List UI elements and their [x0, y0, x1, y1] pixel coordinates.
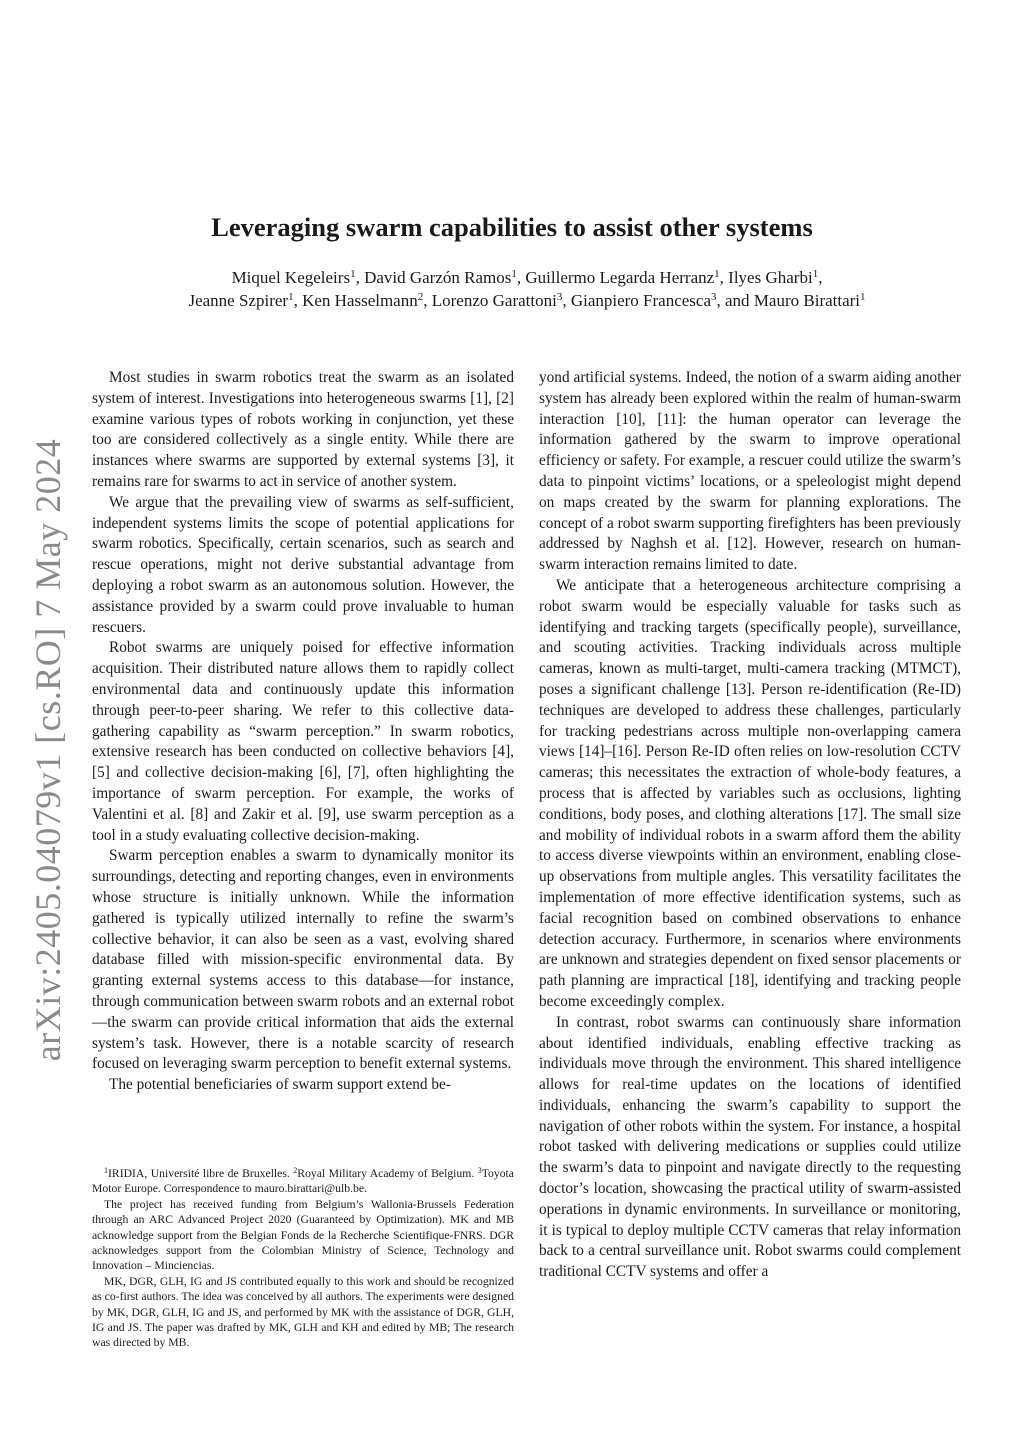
author-affiliation: 3: [556, 291, 563, 303]
footnote-text: Toyota Motor Europe. Correspondence to mauro.birattari@ulb.be.: [92, 1167, 514, 1196]
paragraph: Robot swarms are uniquely poised for effective information acquisition. Their distributed nature allows them to rapidly collect environmental data and continuously update this information through peer-to-peer sharing. We refer to this collective data-gathering capability as “swarm perception.” In swarm robotics, extensive research has been conducted on collective behaviors [4], [5] and collective decision-making [6], [7], often highlighting the importance of swarm perception. For example, the works of Valentini et al. [8] and Zakir et al. [9], use swarm perception as a tool in a study evaluating collective decision-making.: [92, 639, 514, 844]
left-column: [92, 368, 514, 1096]
author-affiliation: 1: [511, 268, 517, 280]
footnotes: [92, 1166, 514, 1351]
author-name: Ken Hasselmann: [302, 291, 418, 310]
paragraph: In contrast, robot swarms can continuously share information about identified individuals, enabling effective tracking as individuals move through the environment. This shared intelligence allows for real-time updates on the locations of identified individuals, enhancing the swarm’s capability to support the navigation of other robots within the system. For instance, a hospital robot tasked with delivering medications or supplies could utilize the swarm’s data to pinpoint and navigate directly to the requesting doctor’s location, showcasing the practical utility of swarm-assisted operations in dynamic environments. In surveillance or monitoring, it is typical to deploy multiple CCTV cameras that relay information back to a central surveillance unit. Robot swarms could complement traditional CCTV systems and offer a: [539, 1013, 961, 1281]
footnote-text: IRIDIA, Université libre de Bruxelles.: [108, 1167, 294, 1180]
footnote-funding: The project has received funding from Belgium’s Wallonia-Brussels Federation through an ARC Advanced Project 2020 (Guaranteed by Optimization). MK and MB acknowledge support from the Belgian Fonds de la Recherche Scientifique-FNRS. DGR acknowledges support from the Colombian Ministry of Science, Technology and Innovation – Minciencias.: [92, 1197, 514, 1273]
paper-title: Leveraging swarm capabilities to assist other systems: [211, 212, 813, 242]
paragraph: Swarm perception enables a swarm to dynamically monitor its surroundings, detecting and reporting changes, even in environments whose structure is initially unknown. While the information gathered is typically utilized internally to refine the swarm’s collective behavior, it can also be seen as a vast, evolving shared database filled with mission-specific environmental data. By granting external systems access to this database—for instance, through communication between swarm robots and an external robot—the swarm can provide critical information that aids the external system’s task. However, there is a notable scarcity of research focused on leveraging swarm perception to benefit external systems.: [92, 847, 514, 1073]
author-separator: ,: [562, 291, 571, 310]
right-column: [539, 368, 961, 1283]
author-name: Ilyes Gharbi: [728, 268, 813, 287]
footnote-sup: 2: [293, 1166, 298, 1175]
author-separator: ,: [516, 268, 526, 287]
author-name: Jeanne Szpirer: [188, 291, 289, 310]
author-name: Miquel Kegeleirs: [231, 268, 351, 287]
author-affiliation: 1: [860, 291, 866, 303]
paragraph: The potential beneficiaries of swarm support extend be-: [109, 1076, 451, 1094]
paragraph: yond artificial systems. Indeed, the notion of a swarm aiding another system has already been explored within the realm of human-swarm interaction [10], [11]: the human operator can leverage the information gathered by the swarm to improve operational efficiency or safety. For example, a rescuer could utilize the swarm’s data to pinpoint victims’ locations, or a speleologist might depend on maps created by the swarm for planning explorations. The concept of a robot swarm supporting firefighters has been previously addressed by Naghsh et al. [12]. However, research on human-swarm interaction remains limited to date.: [539, 369, 961, 574]
paragraph: Most studies in swarm robotics treat the swarm as an isolated system of interest. Investigations into heterogeneous swarms [1], [2] examine various types of robots working in conjunction, yet these too are considered collectively as a single entity. While there are instances where swarms are supported by external systems [3], it remains rare for swarms to act in service of another system.: [92, 369, 514, 490]
author-name: Mauro Birattari: [753, 291, 861, 310]
footnote-affiliations: [92, 1166, 514, 1197]
author-separator: ,: [293, 291, 303, 310]
footnote-contributions: MK, DGR, GLH, IG and JS contributed equally to this work and should be recognized as co-first authors. The idea was conceived by all authors. The experiments were designed by MK, DGR, GLH, IG and JS, and performed by MK with the assistance of DGR, GLH, IG and JS. The paper was drafted by MK, GLH and KH and edited by MB; The research was directed by MB.: [92, 1274, 514, 1350]
author-name: David Garzón Ramos: [364, 268, 512, 287]
author-separator: ,: [423, 291, 432, 310]
author-affiliation: 1: [350, 268, 356, 280]
author-separator: ,: [719, 268, 729, 287]
author-line-2: [90, 289, 964, 312]
footnote-text: Royal Military Academy of Belgium.: [297, 1167, 478, 1180]
author-affiliation: 1: [812, 268, 819, 280]
footnote-sup: 3: [477, 1166, 482, 1175]
author-name: Gianpiero Francesca: [570, 291, 712, 310]
footnote-sup: 1: [104, 1166, 108, 1175]
paragraph: We argue that the prevailing view of swarms as self-sufficient, independent systems limits the scope of potential applications for swarm robotics. Specifically, certain scenarios, such as search and rescue operations, might not derive substantial advantage from deploying a robot swarm as an autonomous solution. However, the assistance provided by a swarm could prove invaluable to human rescuers.: [92, 493, 514, 636]
author-affiliation: 1: [714, 268, 720, 280]
author-affiliation: 3: [711, 291, 717, 303]
arxiv-stamp-text: arXiv:2405.04079v1 [cs.RO] 7 May 2024: [28, 438, 68, 1062]
author-separator: , and: [716, 291, 754, 310]
author-separator: ,: [818, 268, 823, 287]
author-affiliation: 2: [417, 291, 424, 303]
author-separator: ,: [355, 268, 365, 287]
author-affiliation: 1: [288, 291, 294, 303]
author-name: Lorenzo Garattoni: [431, 291, 557, 310]
author-name: Guillermo Legarda Herranz: [525, 268, 715, 287]
paragraph: We anticipate that a heterogeneous architecture comprising a robot swarm would be especially valuable for tasks such as identifying and tracking targets (specifically people), surveillance, and scouting activities. Tracking individuals across multiple cameras, known as multi-target, multi-camera tracking (MTMCT), poses a significant challenge [13]. Person re-identification (Re-ID) techniques are developed to address these challenges, particularly for tracking pedestrians across multiple non-overlapping camera views [14]–[16]. Person Re-ID often relies on low-resolution CCTV cameras; this necessitates the extraction of whole-body features, a process that is affected by variables such as occlusions, lighting conditions, body poses, and clothing alterations [17]. The small size and mobility of individual robots in a swarm afford them the ability to access diverse viewpoints within an environment, enabling close-up observations from multiple angles. This versatility facilitates the implementation of more effective identification systems, such as facial recognition based on combined observations to enhance detection accuracy. Furthermore, in scenarios where environments are unknown and strategies dependent on fixed sensor placements or path planning are impractical [18], identifying and tracking people become exceedingly complex.: [539, 576, 961, 1010]
author-list: [90, 266, 964, 312]
arxiv-stamp: [28, 438, 68, 1062]
author-line-1: [90, 266, 964, 289]
